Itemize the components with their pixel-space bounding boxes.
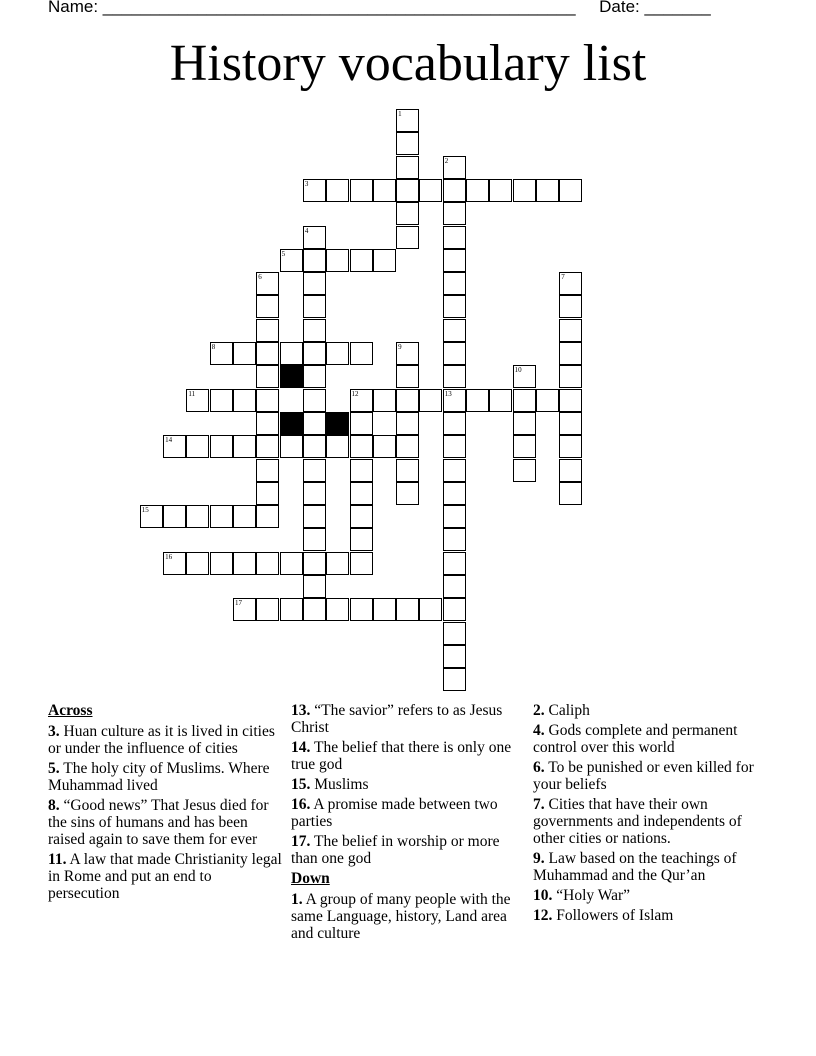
clue-number: 5 bbox=[281, 249, 286, 258]
grid-cell[interactable] bbox=[303, 459, 326, 482]
grid-cell[interactable] bbox=[303, 342, 326, 365]
grid-cell[interactable] bbox=[443, 179, 466, 202]
clue-text: Caliph bbox=[544, 702, 590, 719]
clue-num: 16. bbox=[291, 796, 311, 813]
grid-cell[interactable] bbox=[443, 575, 466, 598]
clue-text: Cities that have their own governments and independents of other cities or nations. bbox=[533, 796, 742, 847]
grid-cell[interactable] bbox=[303, 179, 326, 202]
grid-cell[interactable] bbox=[303, 319, 326, 342]
grid-cell[interactable] bbox=[443, 435, 466, 458]
grid-cell[interactable] bbox=[559, 342, 582, 365]
grid-cell[interactable] bbox=[559, 459, 582, 482]
grid-cell[interactable] bbox=[443, 482, 466, 505]
grid-cell[interactable] bbox=[513, 412, 536, 435]
clue-number: 17 bbox=[235, 599, 242, 608]
clue-number: 1 bbox=[398, 110, 402, 118]
grid-cell[interactable] bbox=[303, 249, 326, 272]
grid-cell[interactable] bbox=[350, 389, 373, 412]
clues-column-3 bbox=[533, 702, 768, 927]
grid-cell[interactable] bbox=[443, 668, 466, 691]
grid-cell[interactable] bbox=[256, 552, 279, 575]
grid-cell[interactable] bbox=[303, 226, 326, 249]
grid-cell[interactable] bbox=[303, 552, 326, 575]
grid-cell[interactable] bbox=[559, 295, 582, 318]
clue-text: “The savior” refers to as Jesus Christ bbox=[291, 702, 503, 736]
clue-num: 17. bbox=[291, 833, 311, 850]
clue-num: 3. bbox=[48, 723, 60, 740]
grid-cell[interactable] bbox=[443, 272, 466, 295]
across-clue bbox=[291, 702, 526, 736]
grid-cell[interactable] bbox=[303, 365, 326, 388]
grid-cell[interactable] bbox=[326, 435, 349, 458]
clue-num: 13. bbox=[291, 702, 311, 719]
grid-cell[interactable] bbox=[303, 482, 326, 505]
clue-num: 12. bbox=[533, 907, 553, 924]
grid-block bbox=[280, 365, 303, 388]
grid-cell[interactable] bbox=[443, 156, 466, 179]
grid-cell[interactable] bbox=[443, 342, 466, 365]
grid-cell[interactable] bbox=[373, 249, 396, 272]
clue-number: 14 bbox=[165, 436, 173, 445]
grid-cell[interactable] bbox=[256, 389, 279, 412]
grid-cell[interactable] bbox=[396, 365, 419, 388]
grid-cell[interactable] bbox=[443, 365, 466, 388]
grid-cell[interactable] bbox=[443, 598, 466, 621]
clue-text: Huan culture as it is lived in cities or under the influence of cities bbox=[48, 723, 275, 757]
grid-cell[interactable] bbox=[350, 505, 373, 528]
across-clue bbox=[48, 723, 283, 757]
grid-cell[interactable] bbox=[210, 552, 233, 575]
grid-cell[interactable] bbox=[280, 249, 303, 272]
grid-cell[interactable] bbox=[350, 342, 373, 365]
grid-block bbox=[280, 412, 303, 435]
grid-cell[interactable] bbox=[186, 552, 209, 575]
grid-cell[interactable] bbox=[210, 389, 233, 412]
grid-cell[interactable] bbox=[396, 459, 419, 482]
grid-cell[interactable] bbox=[303, 389, 326, 412]
grid-cell[interactable] bbox=[303, 272, 326, 295]
grid-cell[interactable] bbox=[350, 412, 373, 435]
page-title: History vocabulary list bbox=[169, 35, 647, 92]
down-clue bbox=[533, 796, 768, 847]
grid-cell[interactable] bbox=[559, 389, 582, 412]
clue-number: 11 bbox=[188, 389, 196, 398]
clue-text: A promise made between two parties bbox=[291, 796, 498, 830]
grid-cell[interactable] bbox=[559, 482, 582, 505]
grid-cell[interactable] bbox=[559, 412, 582, 435]
grid-cell[interactable] bbox=[443, 389, 466, 412]
clue-num: 9. bbox=[533, 850, 545, 867]
clue-num: 11. bbox=[48, 851, 67, 868]
clue-text: The holy city of Muslims. Where Muhammad lived bbox=[48, 760, 270, 794]
grid-cell[interactable] bbox=[443, 319, 466, 342]
down-clue bbox=[533, 907, 768, 924]
grid-cell[interactable] bbox=[256, 295, 279, 318]
across-clue bbox=[48, 851, 283, 902]
clue-number: 2 bbox=[444, 156, 449, 165]
clue-text: The belief in worship or more than one god bbox=[291, 833, 500, 867]
grid-cell[interactable] bbox=[210, 342, 233, 365]
clue-number: 13 bbox=[444, 389, 452, 398]
grid-cell[interactable] bbox=[140, 505, 163, 528]
down-clue bbox=[533, 722, 768, 756]
grid-cell[interactable] bbox=[443, 295, 466, 318]
grid-cell[interactable] bbox=[350, 598, 373, 621]
clue-text: “Holy War” bbox=[552, 887, 631, 904]
grid-cell[interactable] bbox=[419, 389, 442, 412]
grid-cell[interactable] bbox=[443, 412, 466, 435]
grid-cell[interactable] bbox=[280, 342, 303, 365]
grid-cell[interactable] bbox=[396, 389, 419, 412]
grid-cell[interactable] bbox=[373, 598, 396, 621]
grid-cell[interactable] bbox=[303, 412, 326, 435]
grid-cell[interactable] bbox=[513, 179, 536, 202]
clue-text: “Good news” That Jesus died for the sins of humans and has been raised again to save them for ever bbox=[48, 797, 269, 848]
grid-cell[interactable] bbox=[536, 179, 559, 202]
clue-number: 3 bbox=[304, 179, 309, 188]
grid-cell[interactable] bbox=[350, 482, 373, 505]
grid-cell[interactable] bbox=[326, 249, 349, 272]
grid-cell[interactable] bbox=[559, 435, 582, 458]
clues-column-1 bbox=[48, 702, 283, 905]
grid-cell[interactable] bbox=[396, 598, 419, 621]
clue-num: 1. bbox=[291, 891, 303, 908]
clue-number: 16 bbox=[165, 552, 173, 561]
clue-num: 14. bbox=[291, 739, 311, 756]
grid-cell[interactable] bbox=[303, 528, 326, 551]
grid-cell[interactable] bbox=[303, 505, 326, 528]
grid-cell[interactable] bbox=[489, 179, 512, 202]
grid-cell[interactable] bbox=[536, 389, 559, 412]
grid-cell[interactable] bbox=[443, 552, 466, 575]
grid-cell[interactable] bbox=[513, 389, 536, 412]
grid-cell[interactable] bbox=[210, 505, 233, 528]
grid-cell[interactable] bbox=[489, 389, 512, 412]
grid-cell[interactable] bbox=[443, 226, 466, 249]
across-clue bbox=[291, 776, 526, 793]
grid-cell[interactable] bbox=[256, 412, 279, 435]
grid-cell[interactable] bbox=[396, 179, 419, 202]
grid-cell[interactable] bbox=[256, 459, 279, 482]
grid-cell[interactable] bbox=[513, 459, 536, 482]
grid-cell[interactable] bbox=[233, 552, 256, 575]
clues-column-2 bbox=[291, 702, 526, 945]
grid-cell[interactable] bbox=[280, 552, 303, 575]
grid-cell[interactable] bbox=[303, 435, 326, 458]
grid-cell[interactable] bbox=[256, 365, 279, 388]
grid-cell[interactable] bbox=[233, 505, 256, 528]
grid-cell[interactable] bbox=[256, 482, 279, 505]
clue-num: 5. bbox=[48, 760, 60, 777]
grid-cell[interactable] bbox=[303, 598, 326, 621]
clue-number: 6 bbox=[258, 273, 262, 282]
grid-cell[interactable] bbox=[443, 505, 466, 528]
clue-number: 12 bbox=[351, 389, 359, 398]
grid-cell[interactable] bbox=[350, 435, 373, 458]
grid-cell[interactable] bbox=[163, 505, 186, 528]
grid-cell[interactable] bbox=[256, 598, 279, 621]
grid-cell[interactable] bbox=[350, 528, 373, 551]
grid-cell[interactable] bbox=[256, 319, 279, 342]
grid-cell[interactable] bbox=[443, 645, 466, 668]
grid-cell[interactable] bbox=[163, 435, 186, 458]
grid-cell[interactable] bbox=[350, 179, 373, 202]
grid-cell[interactable] bbox=[466, 389, 489, 412]
grid-cell[interactable] bbox=[559, 319, 582, 342]
grid-cell[interactable] bbox=[163, 552, 186, 575]
clue-text: To be punished or even killed for your beliefs bbox=[533, 759, 754, 793]
grid-cell[interactable] bbox=[443, 459, 466, 482]
name-date-line: Name: __________________________________________________ Date: _______ bbox=[48, 0, 711, 16]
grid-cell[interactable] bbox=[396, 412, 419, 435]
grid-cell[interactable] bbox=[513, 365, 536, 388]
down-clue bbox=[533, 850, 768, 884]
clue-text: Law based on the teachings of Muhammad and the Qur’an bbox=[533, 850, 737, 884]
grid-cell[interactable] bbox=[373, 389, 396, 412]
grid-cell[interactable] bbox=[373, 179, 396, 202]
grid-cell[interactable] bbox=[303, 295, 326, 318]
grid-cell[interactable] bbox=[256, 435, 279, 458]
across-clue bbox=[48, 760, 283, 794]
clue-num: 8. bbox=[48, 797, 60, 814]
grid-cell[interactable] bbox=[186, 435, 209, 458]
clue-number: 9 bbox=[398, 343, 402, 351]
grid-cell[interactable] bbox=[233, 598, 256, 621]
across-clue bbox=[291, 833, 526, 867]
grid-cell[interactable] bbox=[326, 342, 349, 365]
grid-cell[interactable] bbox=[396, 132, 419, 155]
clue-num: 4. bbox=[533, 722, 545, 739]
grid-cell[interactable] bbox=[419, 179, 442, 202]
grid-cell[interactable] bbox=[396, 156, 419, 179]
grid-cell[interactable] bbox=[233, 342, 256, 365]
grid-cell[interactable] bbox=[233, 435, 256, 458]
clue-text: Muslims bbox=[310, 776, 369, 793]
clue-text: Gods complete and permanent control over this world bbox=[533, 722, 738, 756]
grid-cell[interactable] bbox=[303, 575, 326, 598]
grid-cell[interactable] bbox=[559, 272, 582, 295]
clue-number: 4 bbox=[304, 226, 309, 235]
grid-cell[interactable] bbox=[396, 226, 419, 249]
grid-cell[interactable] bbox=[326, 598, 349, 621]
grid-cell[interactable] bbox=[326, 552, 349, 575]
grid-cell[interactable] bbox=[396, 482, 419, 505]
grid-cell[interactable] bbox=[396, 342, 419, 365]
down-clue bbox=[291, 891, 526, 942]
grid-cell[interactable] bbox=[559, 365, 582, 388]
grid-cell[interactable] bbox=[326, 179, 349, 202]
grid-cell[interactable] bbox=[443, 528, 466, 551]
grid-cell[interactable] bbox=[396, 109, 419, 132]
grid-cell[interactable] bbox=[280, 435, 303, 458]
grid-cell[interactable] bbox=[256, 342, 279, 365]
clue-number: 7 bbox=[561, 273, 565, 282]
across-heading: Across bbox=[48, 702, 93, 719]
clue-num: 10. bbox=[533, 887, 553, 904]
grid-cell[interactable] bbox=[513, 435, 536, 458]
grid-cell[interactable] bbox=[186, 389, 209, 412]
grid-cell[interactable] bbox=[233, 389, 256, 412]
across-clue bbox=[291, 739, 526, 773]
down-clue bbox=[533, 759, 768, 793]
down-clue bbox=[533, 887, 768, 904]
clue-number: 10 bbox=[514, 366, 522, 375]
clue-number: 15 bbox=[141, 506, 149, 515]
clue-num: 15. bbox=[291, 776, 311, 793]
grid-cell[interactable] bbox=[443, 249, 466, 272]
grid-cell[interactable] bbox=[443, 202, 466, 225]
clue-text: The belief that there is only one true god bbox=[291, 739, 512, 773]
grid-cell[interactable] bbox=[443, 622, 466, 645]
down-clue bbox=[533, 702, 768, 719]
clue-num: 2. bbox=[533, 702, 545, 719]
grid-cell[interactable] bbox=[280, 598, 303, 621]
grid-cell[interactable] bbox=[350, 552, 373, 575]
clue-number: 8 bbox=[211, 343, 216, 351]
grid-cell[interactable] bbox=[256, 505, 279, 528]
grid-cell[interactable] bbox=[350, 249, 373, 272]
down-heading: Down bbox=[291, 870, 330, 887]
grid-cell[interactable] bbox=[350, 459, 373, 482]
clue-text: A law that made Christianity legal in Rome and put an end to persecution bbox=[48, 851, 282, 902]
grid-cell[interactable] bbox=[256, 272, 279, 295]
clue-num: 6. bbox=[533, 759, 545, 776]
grid-cell[interactable] bbox=[210, 435, 233, 458]
grid-cell[interactable] bbox=[396, 202, 419, 225]
grid-cell[interactable] bbox=[466, 179, 489, 202]
grid-block bbox=[326, 412, 349, 435]
grid-cell[interactable] bbox=[559, 179, 582, 202]
grid-cell[interactable] bbox=[186, 505, 209, 528]
across-clue bbox=[48, 797, 283, 848]
grid-cell[interactable] bbox=[419, 598, 442, 621]
grid-cell[interactable] bbox=[396, 435, 419, 458]
clue-text: A group of many people with the same Language, history, Land area and culture bbox=[291, 891, 511, 942]
grid-cell[interactable] bbox=[373, 435, 396, 458]
clue-text: Followers of Islam bbox=[552, 907, 674, 924]
clue-num: 7. bbox=[533, 796, 545, 813]
across-clue bbox=[291, 796, 526, 830]
